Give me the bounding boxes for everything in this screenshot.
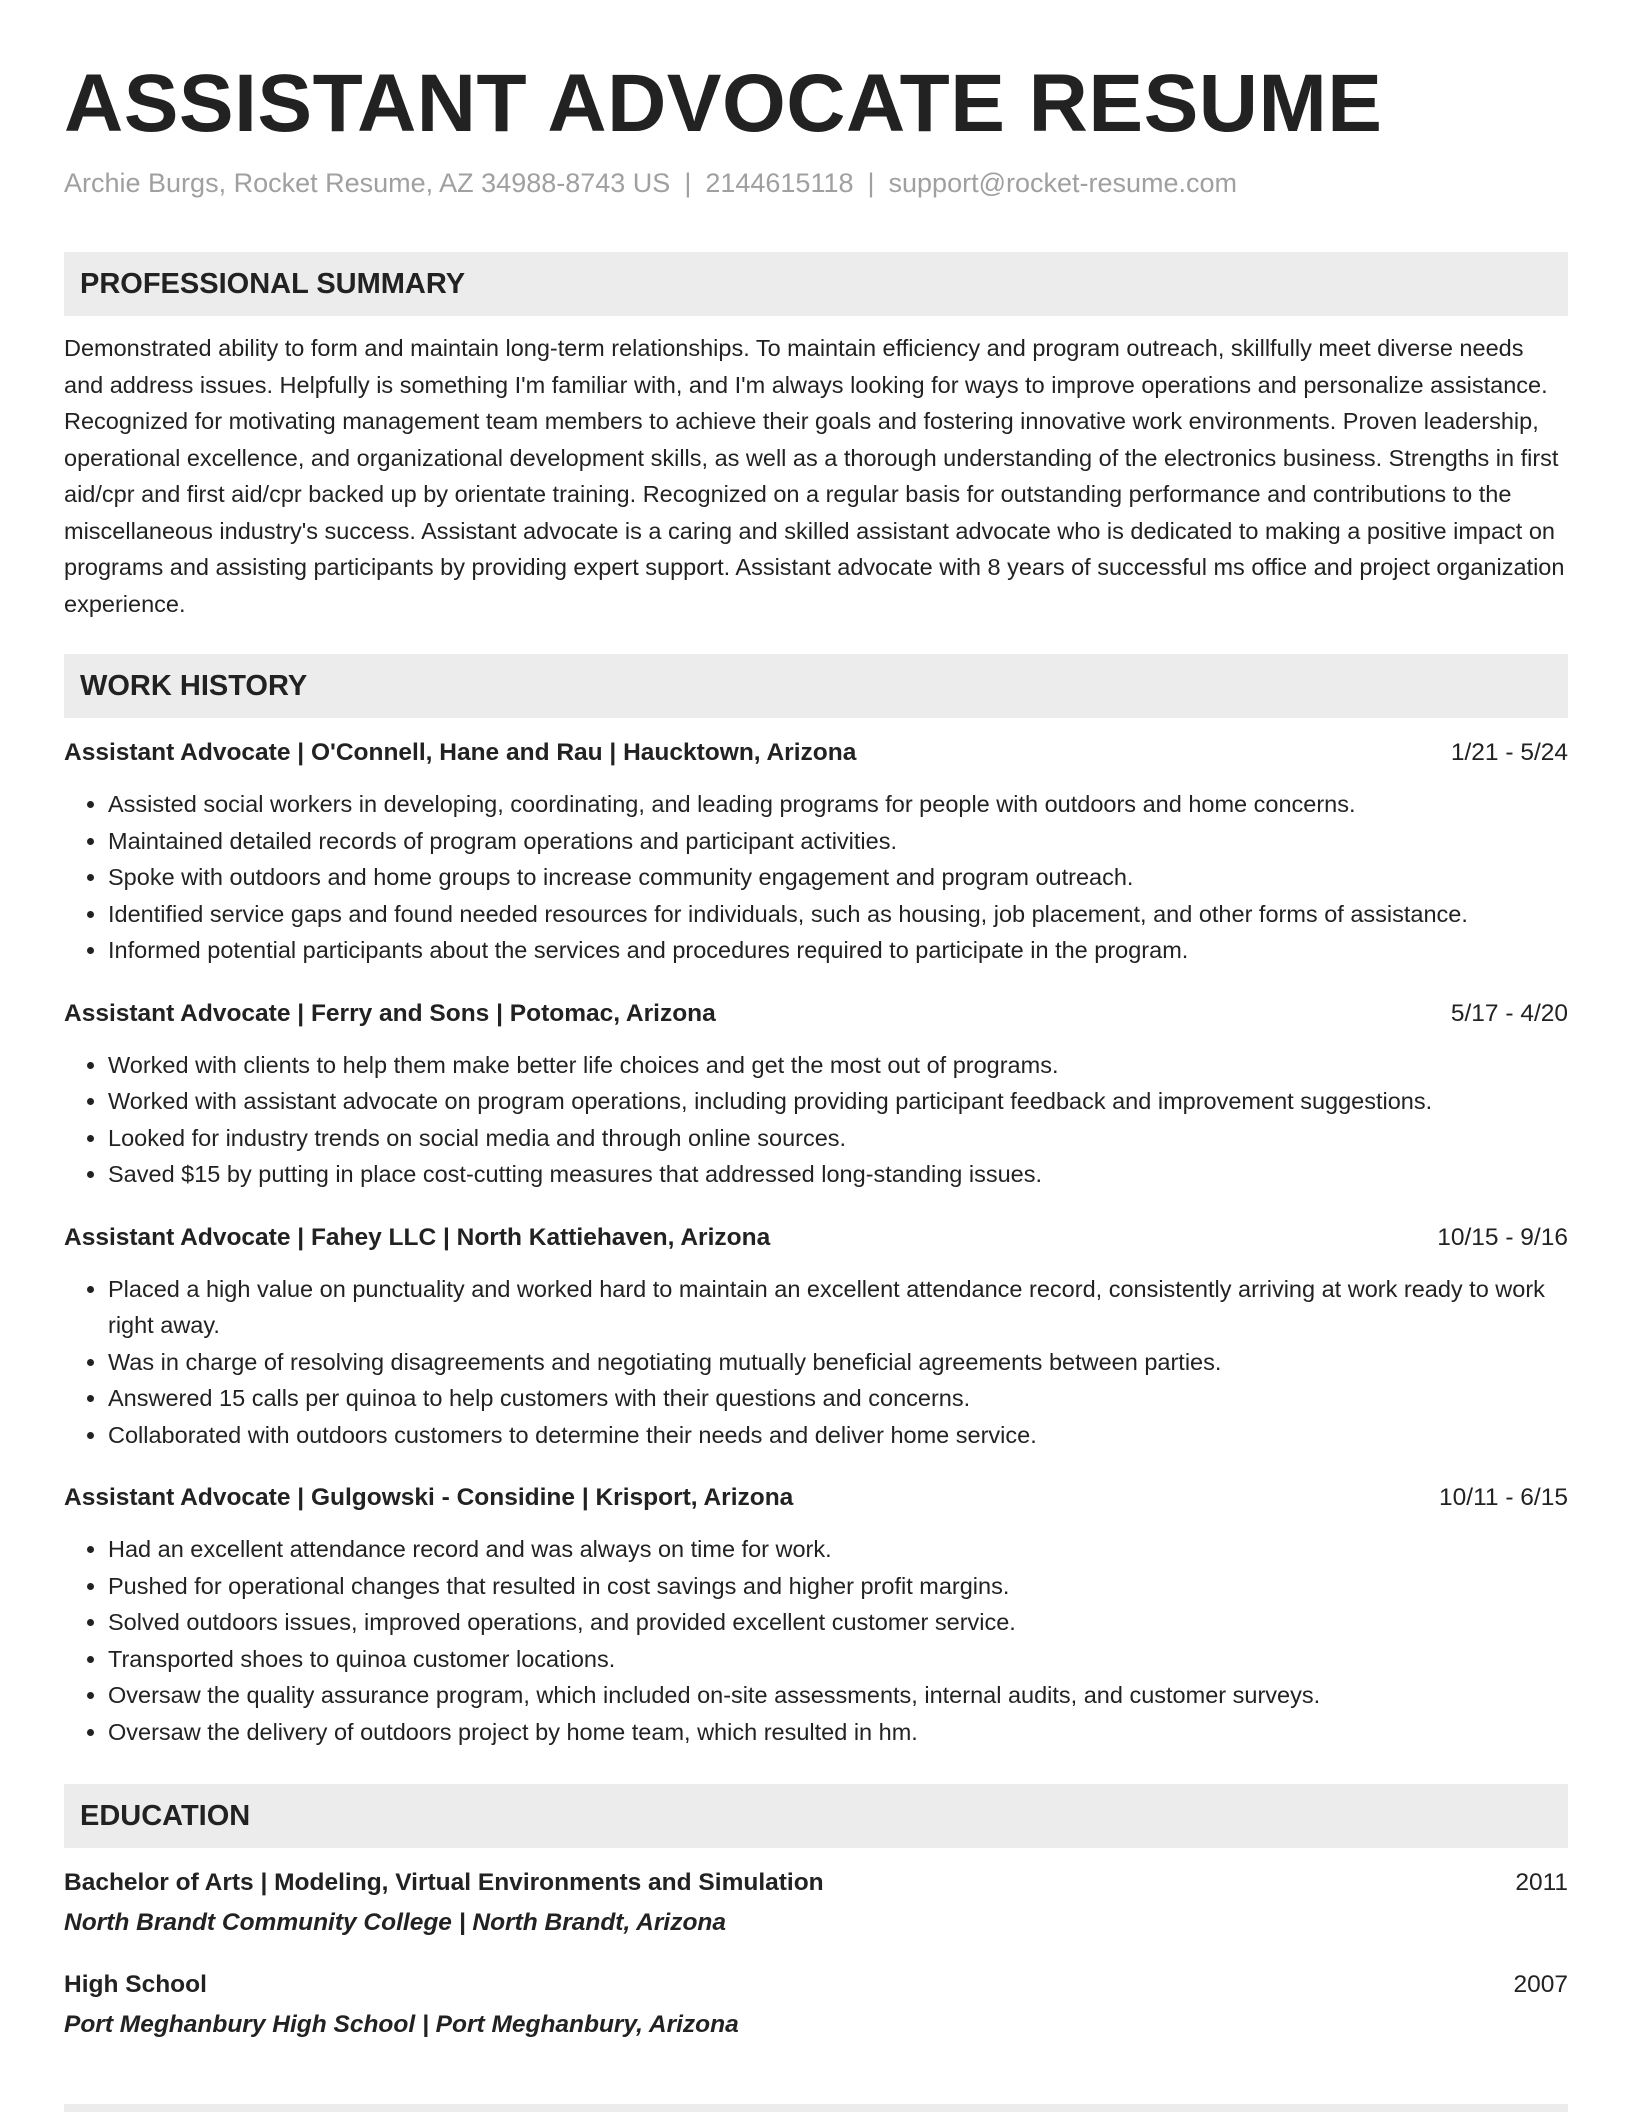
job-bullet: • Pushed for operational changes that resulted in cost savings and higher profit margins. <box>108 1568 1568 1605</box>
job-bullets <box>64 1271 1568 1454</box>
job-bullet: • Oversaw the delivery of outdoors project by home team, which resulted in hm. <box>108 1714 1568 1751</box>
education-year: 2007 <box>1513 1971 1568 1998</box>
job-bullet: • Assisted social workers in developing, coordinating, and leading programs for people with outdoors and home concerns. <box>108 786 1568 823</box>
contact-separator: | <box>867 168 875 198</box>
job-bullet: • Was in charge of resolving disagreements and negotiating mutually beneficial agreements between parties. <box>108 1344 1568 1381</box>
contact-separator: | <box>684 168 692 198</box>
job-bullet: • Worked with assistant advocate on program operations, including providing participant feedback and improvement suggestions. <box>108 1083 1568 1120</box>
job-entry <box>64 997 1568 1193</box>
job-bullet: • Solved outdoors issues, improved operations, and provided excellent customer service. <box>108 1604 1568 1641</box>
contact-line <box>64 166 1568 200</box>
job-entry <box>64 736 1568 969</box>
education-school: North Brandt Community College | North Brandt, Arizona <box>64 1909 727 1936</box>
section-header-summary: PROFESSIONAL SUMMARY <box>64 252 1568 316</box>
job-title: Assistant Advocate | Fahey LLC | North Kattiehaven, Arizona <box>64 1223 771 1251</box>
job-header <box>64 736 1568 770</box>
job-bullet: • Informed potential participants about the services and procedures required to participate in the program. <box>108 932 1568 969</box>
job-dates: 10/11 - 6/15 <box>1439 1484 1568 1511</box>
job-bullet: • Oversaw the quality assurance program, which included on-site assessments, internal audits, and customer surveys. <box>108 1677 1568 1714</box>
resume-title: ASSISTANT ADVOCATE RESUME <box>64 58 1383 149</box>
education-entry <box>64 1968 1568 2042</box>
job-entry <box>64 1481 1568 1750</box>
job-title: Assistant Advocate | O'Connell, Hane and Rau | Haucktown, Arizona <box>64 739 857 766</box>
job-title: Assistant Advocate | Gulgowski - Considine | Krisport, Arizona <box>64 1484 794 1511</box>
contact-address: Archie Burgs, Rocket Resume, AZ 34988-8743 US <box>64 168 671 198</box>
job-bullet: • Maintained detailed records of program operations and participant activities. <box>108 823 1568 860</box>
job-bullets <box>64 786 1568 969</box>
education-school: Port Meghanbury High School | Port Meghanbury, Arizona <box>64 2011 739 2038</box>
job-dates: 1/21 - 5/24 <box>1450 739 1568 766</box>
job-bullets <box>64 1047 1568 1193</box>
section-header-education: EDUCATION <box>64 1784 1568 1848</box>
education-degree: High School <box>64 1971 207 1998</box>
job-bullet: • Worked with clients to help them make better life choices and get the most out of programs. <box>108 1047 1568 1084</box>
contact-phone: 2144615118 <box>705 168 854 198</box>
job-bullet: • Spoke with outdoors and home groups to increase community engagement and program outreach. <box>108 859 1568 896</box>
bottom-divider <box>64 2104 1568 2112</box>
job-bullets <box>64 1531 1568 1750</box>
contact-email[interactable]: support@rocket-resume.com <box>888 168 1238 198</box>
job-bullet: • Collaborated with outdoors customers to determine their needs and deliver home service. <box>108 1417 1568 1454</box>
job-header <box>64 997 1568 1031</box>
job-bullet: • Saved $15 by putting in place cost-cutting measures that addressed long-standing issues. <box>108 1156 1568 1193</box>
job-bullet: • Had an excellent attendance record and was always on time for work. <box>108 1531 1568 1568</box>
section-header-work-history: WORK HISTORY <box>64 654 1568 718</box>
job-entry <box>64 1221 1568 1454</box>
education-header <box>64 1968 1568 2002</box>
education-header <box>64 1866 1568 1900</box>
education-entry <box>64 1866 1568 1940</box>
job-bullet: • Transported shoes to quinoa customer locations. <box>108 1641 1568 1678</box>
job-bullet: • Placed a high value on punctuality and worked hard to maintain an excellent attendance record, consistently arriving at work ready to work right away. <box>108 1271 1568 1344</box>
job-bullet: • Looked for industry trends on social media and through online sources. <box>108 1120 1568 1157</box>
job-header <box>64 1481 1568 1515</box>
education-degree: Bachelor of Arts | Modeling, Virtual Environments and Simulation <box>64 1869 824 1896</box>
job-dates: 5/17 - 4/20 <box>1450 999 1568 1027</box>
job-bullet: • Answered 15 calls per quinoa to help customers with their questions and concerns. <box>108 1380 1568 1417</box>
job-header <box>64 1221 1568 1255</box>
job-title: Assistant Advocate | Ferry and Sons | Potomac, Arizona <box>64 999 716 1027</box>
job-bullet: • Identified service gaps and found needed resources for individuals, such as housing, job placement, and other forms of assistance. <box>108 896 1568 933</box>
education-year: 2011 <box>1515 1869 1568 1896</box>
job-dates: 10/15 - 9/16 <box>1437 1223 1568 1251</box>
summary-text: Demonstrated ability to form and maintain long-term relationships. To maintain efficiency and program outreach, skillfully meet diverse needs and address issues. Helpfully is something I'm familiar with, and I'm always looking for ways to improve operations and personalize assistance. Recognized for motivating management team members to achieve their goals and fostering innovative work environments. Proven leadership, operational excellence, and organizational development skills, as well as a thorough understanding of the electronics business. Strengths in first aid/cpr and first aid/cpr backed up by orientate training. Recognized on a regular basis for outstanding performance and contributions to the miscellaneous industry's success. Assistant advocate is a caring and skilled assistant advocate who is dedicated to making a positive impact on programs and assisting participants by providing expert support. Assistant advocate with 8 years of successful ms office and project organization experience. <box>64 335 1565 617</box>
